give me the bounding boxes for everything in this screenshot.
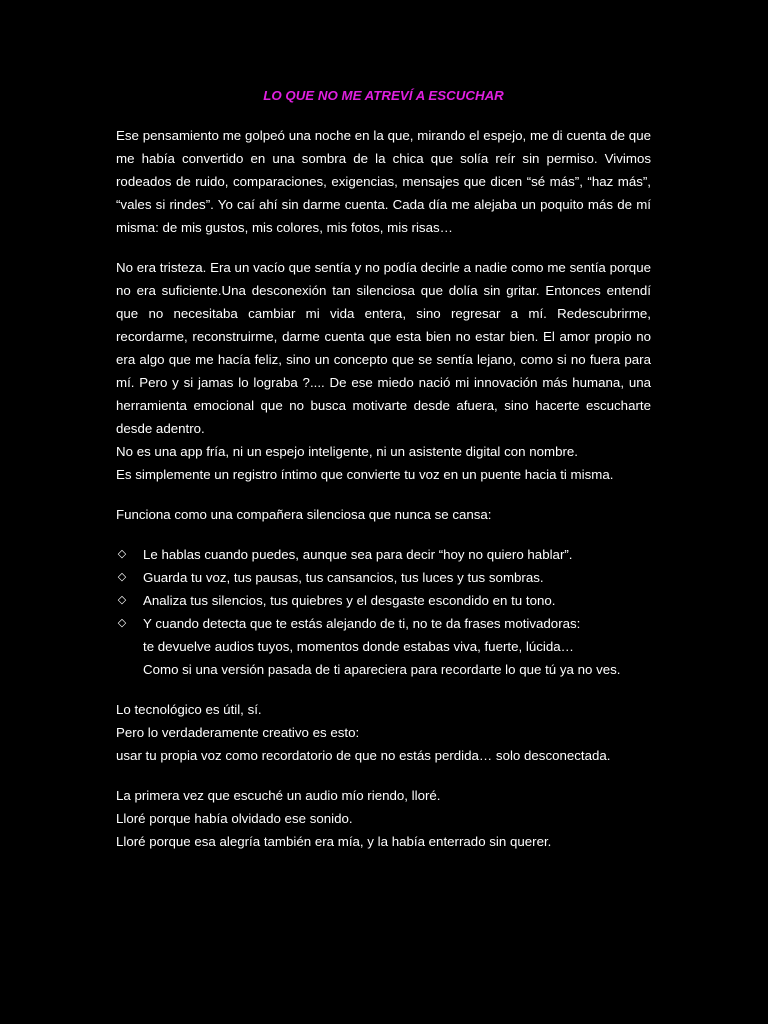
paragraph-tristeza-line-registro: Es simplemente un registro íntimo que convierte tu voz en un puente hacia ti misma.: [116, 467, 614, 482]
paragraph-funciona: Funciona como una compañera silenciosa que nunca se cansa:: [116, 507, 492, 522]
document-title: LO QUE NO ME ATREVÍ A ESCUCHAR: [263, 88, 504, 103]
diamond-outline-icon: ◇: [117, 617, 127, 629]
document-page: [116, 86, 651, 870]
closing-block-tecnologico: [116, 698, 651, 767]
paragraph-tristeza-line-app: No es una app fría, ni un espejo inteligente, ni un asistente digital con nombre.: [116, 444, 578, 459]
diamond-outline-icon: ◇: [117, 571, 127, 583]
bullet-continuation-audios: te devuelve audios tuyos, momentos donde estabas viva, fuerte, lúcida…: [143, 639, 574, 654]
bullet-text: Analiza tus silencios, tus quiebres y el desgaste escondido en tu tono.: [143, 593, 556, 608]
closing-block-llore: [116, 784, 651, 853]
bullet-continuation-version: Como si una versión pasada de ti apareciera para recordarte lo que tú ya no ves.: [143, 662, 621, 677]
closing-line: usar tu propia voz como recordatorio de que no estás perdida… solo desconectada.: [116, 748, 611, 763]
closing-line: Pero lo verdaderamente creativo es esto:: [116, 725, 360, 740]
closing-line: Lloré porque había olvidado ese sonido.: [116, 811, 353, 826]
closing-line: Lo tecnológico es útil, sí.: [116, 702, 262, 717]
list-item: [116, 543, 651, 566]
bullet-text: Le hablas cuando puedes, aunque sea para decir “hoy no quiero hablar”.: [143, 547, 573, 562]
paragraph-intro: Ese pensamiento me golpeó una noche en la que, mirando el espejo, me di cuenta de que me había convertido en una sombra de la chica que solía reír sin permiso. Vivimos rodeados de ruido, comparaciones, exigencias, mensajes que dicen “sé más”, “haz más”, “vales si rindes”. Yo caí ahí sin darme cuenta. Cada día me alejaba un poquito más de mí misma: de mis gustos, mis colores, mis fotos, mis risas…: [116, 128, 651, 235]
paragraph-tristeza: [116, 256, 651, 486]
list-item: [116, 566, 651, 589]
feature-list: [116, 543, 651, 681]
bullet-list: [116, 543, 651, 635]
paragraph-tristeza-body: No era tristeza. Era un vacío que sentía y no podía decirle a nadie como me sentía porque no era suficiente.Una desconexión tan silenciosa que dolía sin gritar. Entonces entendí que no necesitaba cambiar mi vida entera, sino regresar a mí. Redescubrirme, recordarme, reconstruirme, darme cuenta que esta bien no estar bien. El amor propio no era algo que me hacía feliz, sino un concepto que se sentía lejano, como si no fuera para mí. Pero y si jamas lo lograba ?.... De ese miedo nació mi innovación más humana, una herramienta emocional que no busca motivarte desde afuera, sino hacerte escucharte desde adentro.: [116, 260, 651, 436]
bullet-text: Guarda tu voz, tus pausas, tus cansancios, tus luces y tus sombras.: [143, 570, 544, 585]
closing-line: Lloré porque esa alegría también era mía, y la había enterrado sin querer.: [116, 834, 552, 849]
closing-line: La primera vez que escuché un audio mío riendo, lloré.: [116, 788, 441, 803]
list-item: [116, 589, 651, 612]
diamond-outline-icon: ◇: [117, 594, 127, 606]
diamond-outline-icon: ◇: [117, 548, 127, 560]
bullet-text: Y cuando detecta que te estás alejando de ti, no te da frases motivadoras:: [143, 616, 581, 631]
list-item: [116, 612, 651, 635]
